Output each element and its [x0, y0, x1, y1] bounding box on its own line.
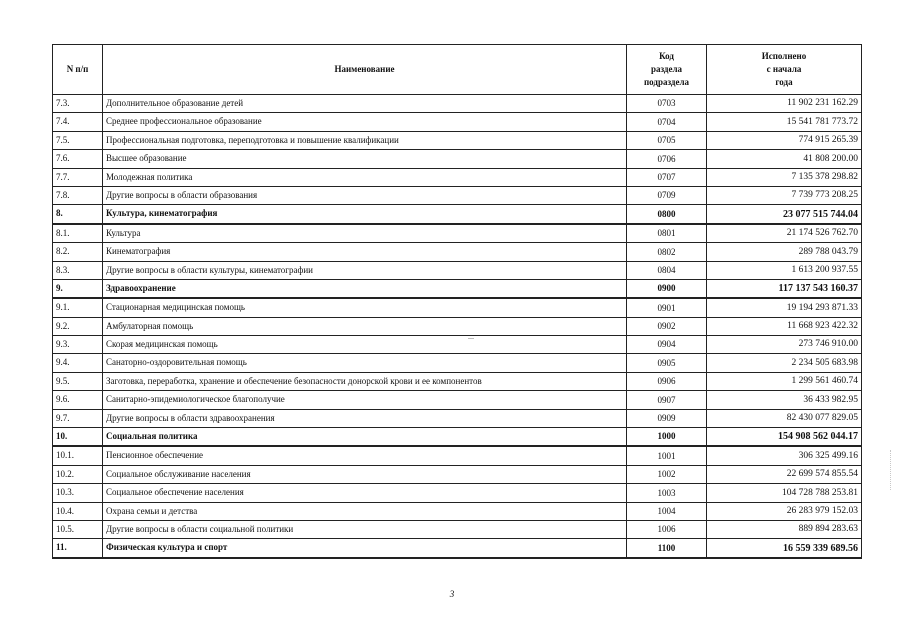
row-number: 9.5.	[53, 372, 103, 390]
row-number: 10.3.	[53, 484, 103, 502]
row-amount: 23 077 515 744.04	[707, 205, 862, 224]
row-amount: 289 788 043.79	[707, 243, 862, 261]
row-number: 7.5.	[53, 131, 103, 149]
header-amount-line: года	[775, 77, 793, 87]
header-code-line: подраздела	[643, 77, 690, 87]
row-name: Амбулаторная помощь	[103, 317, 627, 335]
table-section-row	[53, 539, 862, 558]
header-code	[627, 45, 707, 95]
page-number: 3	[449, 589, 455, 599]
row-code: 0909	[627, 409, 707, 427]
row-name: Здравоохранение	[103, 279, 627, 298]
row-amount: 15 541 781 773.72	[707, 113, 862, 131]
header-name: Наименование	[103, 45, 627, 95]
row-code: 0907	[627, 391, 707, 409]
row-code: 1004	[627, 502, 707, 520]
table-row	[53, 409, 862, 427]
row-name: Стационарная медицинская помощь	[103, 298, 627, 317]
row-amount: 21 174 526 762.70	[707, 224, 862, 243]
row-code: 0906	[627, 372, 707, 390]
row-amount: 2 234 505 683.98	[707, 354, 862, 372]
table-row	[53, 168, 862, 186]
row-number: 9.	[53, 279, 103, 298]
row-name: Кинематография	[103, 243, 627, 261]
row-code: 0709	[627, 186, 707, 204]
table-row	[53, 131, 862, 149]
row-name: Скорая медицинская помощь	[103, 336, 627, 354]
row-code: 0704	[627, 113, 707, 131]
row-name: Другие вопросы в области образования	[103, 186, 627, 204]
table-row	[53, 446, 862, 465]
row-code: 0905	[627, 354, 707, 372]
row-name: Санитарно-эпидемиологическое благополучие	[103, 391, 627, 409]
scan-edge-mark	[890, 450, 892, 490]
row-amount: 1 613 200 937.55	[707, 261, 862, 279]
row-name: Социальное обеспечение населения	[103, 484, 627, 502]
row-name: Другие вопросы в области социальной политики	[103, 520, 627, 538]
row-amount: 7 135 378 298.82	[707, 168, 862, 186]
row-code: 0706	[627, 150, 707, 168]
row-amount: 11 902 231 162.29	[707, 95, 862, 113]
row-code: 0904	[627, 336, 707, 354]
budget-execution-table	[52, 44, 862, 559]
row-code: 0804	[627, 261, 707, 279]
row-number: 7.8.	[53, 186, 103, 204]
table-row	[53, 391, 862, 409]
row-code: 0901	[627, 298, 707, 317]
table-row	[53, 95, 862, 113]
row-number: 7.3.	[53, 95, 103, 113]
table-row	[53, 113, 862, 131]
row-name: Физическая культура и спорт	[103, 539, 627, 558]
row-number: 9.1.	[53, 298, 103, 317]
row-number: 10.2.	[53, 465, 103, 483]
table-row	[53, 261, 862, 279]
row-name: Высшее образование	[103, 150, 627, 168]
row-amount: 774 915 265.39	[707, 131, 862, 149]
row-number: 10.4.	[53, 502, 103, 520]
row-amount: 154 908 562 044.17	[707, 428, 862, 447]
row-name: Социальная политика	[103, 428, 627, 447]
row-name: Среднее профессиональное образование	[103, 113, 627, 131]
row-name: Заготовка, переработка, хранение и обеспечение безопасности донорской крови и ее компонентов	[103, 372, 627, 390]
row-code: 0801	[627, 224, 707, 243]
row-number: 7.7.	[53, 168, 103, 186]
table-row	[53, 502, 862, 520]
row-amount: 889 894 283.63	[707, 520, 862, 538]
table-row	[53, 243, 862, 261]
row-number: 9.7.	[53, 409, 103, 427]
table-section-row	[53, 428, 862, 447]
scan-artifact	[468, 338, 474, 339]
row-amount: 41 808 200.00	[707, 150, 862, 168]
table-row	[53, 298, 862, 317]
row-number: 9.4.	[53, 354, 103, 372]
table-row	[53, 336, 862, 354]
row-code: 0902	[627, 317, 707, 335]
row-number: 8.	[53, 205, 103, 224]
header-row	[53, 45, 862, 95]
header-code-line: раздела	[650, 64, 683, 74]
row-name: Охрана семьи и детства	[103, 502, 627, 520]
header-number: N п/п	[53, 45, 103, 95]
row-code: 1002	[627, 465, 707, 483]
row-number: 10.5.	[53, 520, 103, 538]
table-row	[53, 372, 862, 390]
row-code: 0703	[627, 95, 707, 113]
row-amount: 26 283 979 152.03	[707, 502, 862, 520]
row-name: Культура, кинематография	[103, 205, 627, 224]
table-row	[53, 354, 862, 372]
table-row	[53, 484, 862, 502]
row-amount: 82 430 077 829.05	[707, 409, 862, 427]
row-amount: 36 433 982.95	[707, 391, 862, 409]
header-amount-line: с начала	[766, 64, 802, 74]
table-row	[53, 317, 862, 335]
row-code: 1001	[627, 446, 707, 465]
row-amount: 16 559 339 689.56	[707, 539, 862, 558]
row-amount: 11 668 923 422.32	[707, 317, 862, 335]
row-code: 1006	[627, 520, 707, 538]
row-code: 1000	[627, 428, 707, 447]
table-section-row	[53, 205, 862, 224]
row-name: Профессиональная подготовка, переподготовка и повышение квалификации	[103, 131, 627, 149]
table-section-row	[53, 279, 862, 298]
row-amount: 1 299 561 460.74	[707, 372, 862, 390]
header-amount-line: Исполнено	[761, 51, 807, 61]
table-row	[53, 224, 862, 243]
row-code: 1003	[627, 484, 707, 502]
row-amount: 19 194 293 871.33	[707, 298, 862, 317]
row-name: Другие вопросы в области культуры, кинематографии	[103, 261, 627, 279]
row-name: Другие вопросы в области здравоохранения	[103, 409, 627, 427]
row-number: 10.	[53, 428, 103, 447]
row-number: 8.3.	[53, 261, 103, 279]
row-amount: 7 739 773 208.25	[707, 186, 862, 204]
row-name: Пенсионное обеспечение	[103, 446, 627, 465]
row-code: 0707	[627, 168, 707, 186]
row-code: 0900	[627, 279, 707, 298]
row-number: 7.6.	[53, 150, 103, 168]
row-code: 0800	[627, 205, 707, 224]
row-name: Дополнительное образование детей	[103, 95, 627, 113]
row-name: Молодежная политика	[103, 168, 627, 186]
row-code: 0705	[627, 131, 707, 149]
row-code: 0802	[627, 243, 707, 261]
row-amount: 117 137 543 160.37	[707, 279, 862, 298]
row-number: 10.1.	[53, 446, 103, 465]
row-name: Культура	[103, 224, 627, 243]
table-row	[53, 465, 862, 483]
row-code: 1100	[627, 539, 707, 558]
row-name: Санаторно-оздоровительная помощь	[103, 354, 627, 372]
row-number: 9.6.	[53, 391, 103, 409]
table-header	[53, 45, 862, 95]
table-row	[53, 150, 862, 168]
header-code-line: Код	[659, 51, 674, 61]
table-body	[53, 95, 862, 558]
row-number: 8.1.	[53, 224, 103, 243]
row-number: 9.2.	[53, 317, 103, 335]
row-number: 8.2.	[53, 243, 103, 261]
table-row	[53, 520, 862, 538]
row-amount: 273 746 910.00	[707, 336, 862, 354]
table-row	[53, 186, 862, 204]
header-amount	[707, 45, 862, 95]
row-amount: 22 699 574 855.54	[707, 465, 862, 483]
row-number: 9.3.	[53, 336, 103, 354]
row-amount: 306 325 499.16	[707, 446, 862, 465]
row-name: Социальное обслуживание населения	[103, 465, 627, 483]
row-number: 7.4.	[53, 113, 103, 131]
row-amount: 104 728 788 253.81	[707, 484, 862, 502]
row-number: 11.	[53, 539, 103, 558]
